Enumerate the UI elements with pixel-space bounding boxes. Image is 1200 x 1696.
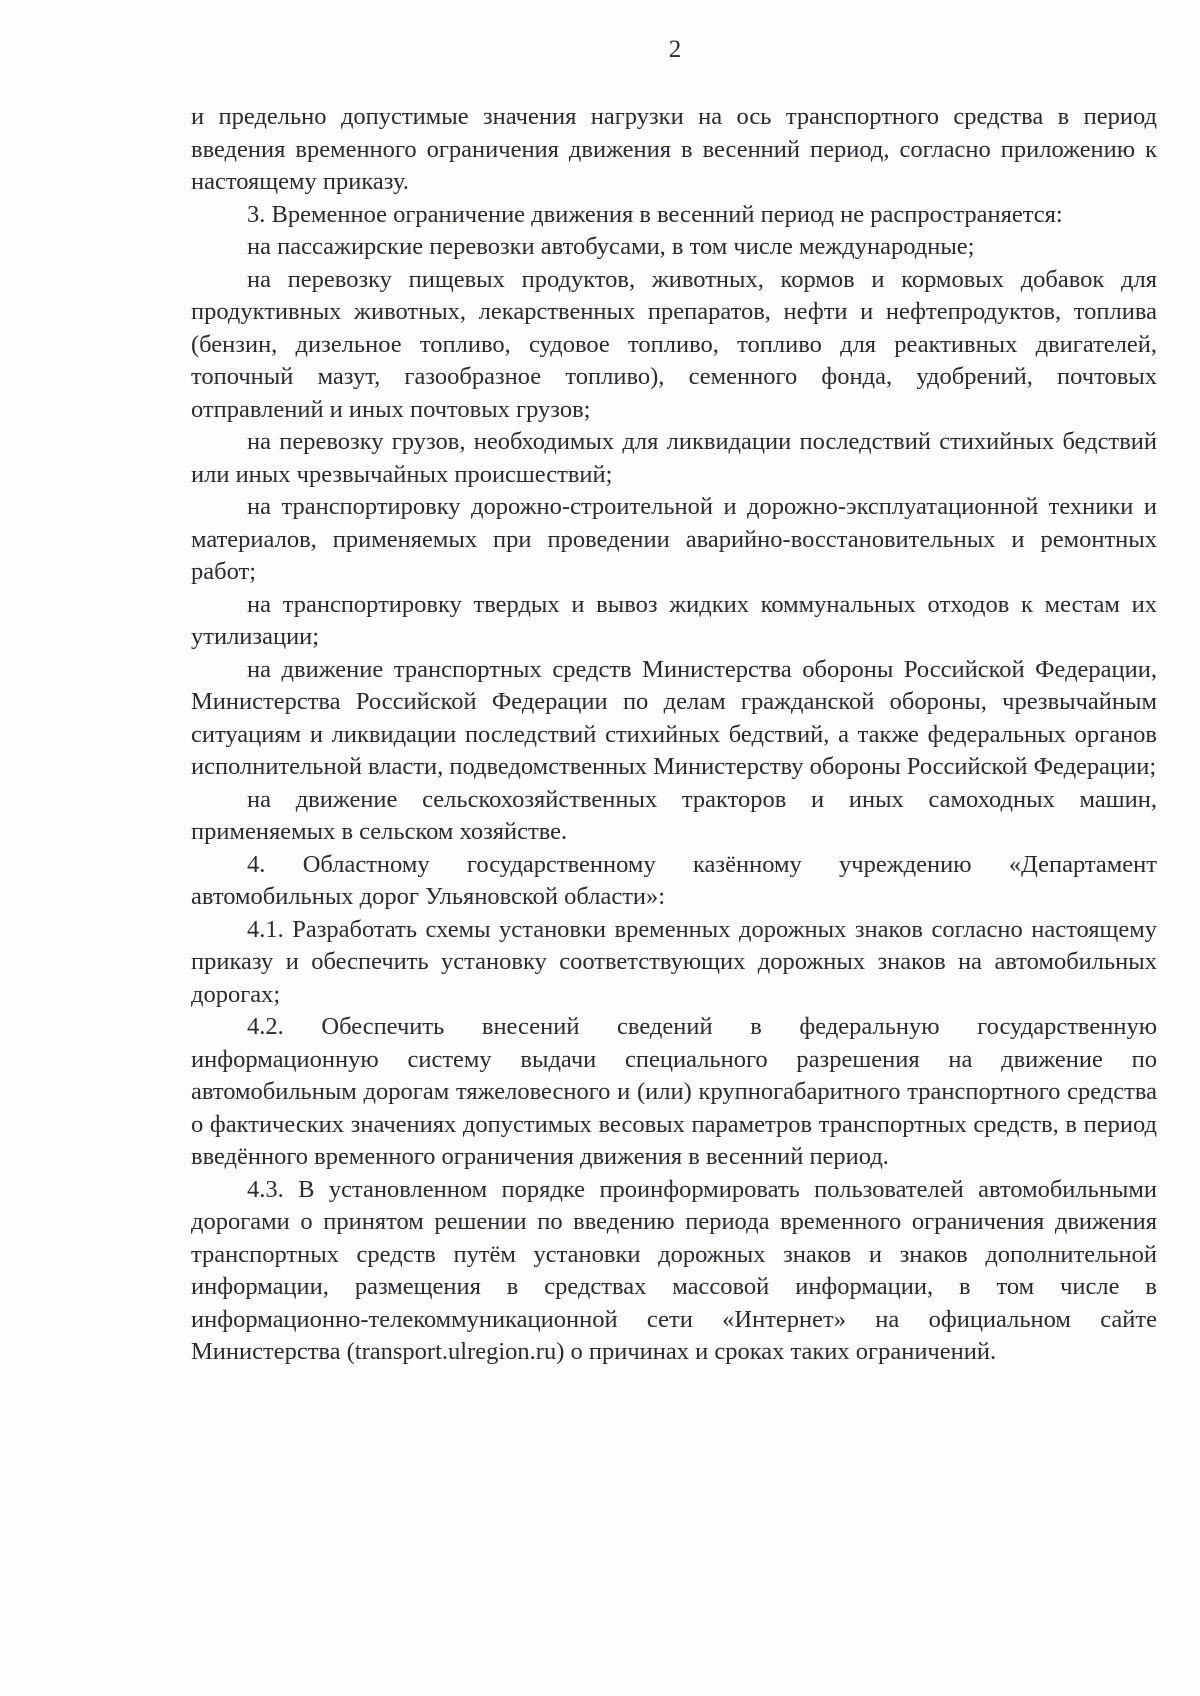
paragraph-item-4: 4. Областному государственному казённому учреждению «Департамент автомобильных дорог Ульяновской области»: bbox=[191, 850, 1157, 910]
paragraph-exception-waste: на транспортировку твердых и вывоз жидких коммунальных отходов к местам их утилизации; bbox=[191, 590, 1157, 650]
paragraph-continuation: и предельно допустимые значения нагрузки на ось транспортного средства в период введения временного ограничения движения в весенний период, согласно приложению к настоящему приказу. bbox=[191, 103, 1157, 195]
paragraph-item-4-3: 4.3. В установленном порядке проинформировать пользователей автомобильными дорогами о принятом решении по введению периода временного ограничения движения транспортных средств путём установки дорожных знаков и знаков дополнительной информации, размещения в средствах массовой информации, в том числе в информационно-телекоммуникационной сети «Интернет» на официальном сайте Министерства (transport.ulregion.ru) о причинах и сроках таких ограничений. bbox=[191, 1175, 1157, 1365]
paragraph-item-4-2: 4.2. Обеспечить внесений сведений в федеральную государственную информационную систему выдачи специального разрешения на движение по автомобильным дорогам тяжеловесного и (или) крупногабаритного транспортного средства о фактических значениях допустимых весовых параметров транспортных средств, в период введённого временного ограничения движения в весенний период. bbox=[191, 1013, 1157, 1170]
paragraph-item-3: 3. Временное ограничение движения в весенний период не распространяется: bbox=[247, 200, 1063, 228]
paragraph-exception-defense: на движение транспортных средств Министерства обороны Российской Федерации, Министерства Российской Федерации по делам гражданской обороны, чрезвычайным ситуациям и ликвидации последствий стихийных бедствий, а также федеральных органов исполнительной власти, подведомственных Министерству обороны Российской Федерации; bbox=[191, 655, 1157, 780]
paragraph-exception-emergency: на перевозку грузов, необходимых для ликвидации последствий стихийных бедствий или иных чрезвычайных происшествий; bbox=[191, 428, 1157, 488]
document-body bbox=[191, 101, 1157, 1369]
paragraph-item-4-1: 4.1. Разработать схемы установки временных дорожных знаков согласно настоящему приказу и обеспечить установку соответствующих дорожных знаков на автомобильных дорогах; bbox=[191, 915, 1157, 1008]
paragraph-exception-food-fuel: на перевозку пищевых продуктов, животных, кормов и кормовых добавок для продуктивных животных, лекарственных препаратов, нефти и нефтепродуктов, топлива (бензин, дизельное топливо, судовое топливо, топливо для реактивных двигателей, топочный мазут, газообразное топливо), семенного фонда, удобрений, почтовых отправлений и иных почтовых грузов; bbox=[191, 265, 1157, 423]
paragraph-exception-agriculture: на движение сельскохозяйственных тракторов и иных самоходных машин, применяемых в сельском хозяйстве. bbox=[191, 785, 1157, 845]
paragraph-exception-passenger: на пассажирские перевозки автобусами, в том числе международные; bbox=[247, 233, 975, 260]
paragraph-exception-road-machinery: на транспортировку дорожно-строительной и дорожно-эксплуатационной техники и материалов, применяемых при проведении аварийно-восстановительных и ремонтных работ; bbox=[191, 493, 1157, 585]
page-number: 2 bbox=[668, 36, 682, 63]
